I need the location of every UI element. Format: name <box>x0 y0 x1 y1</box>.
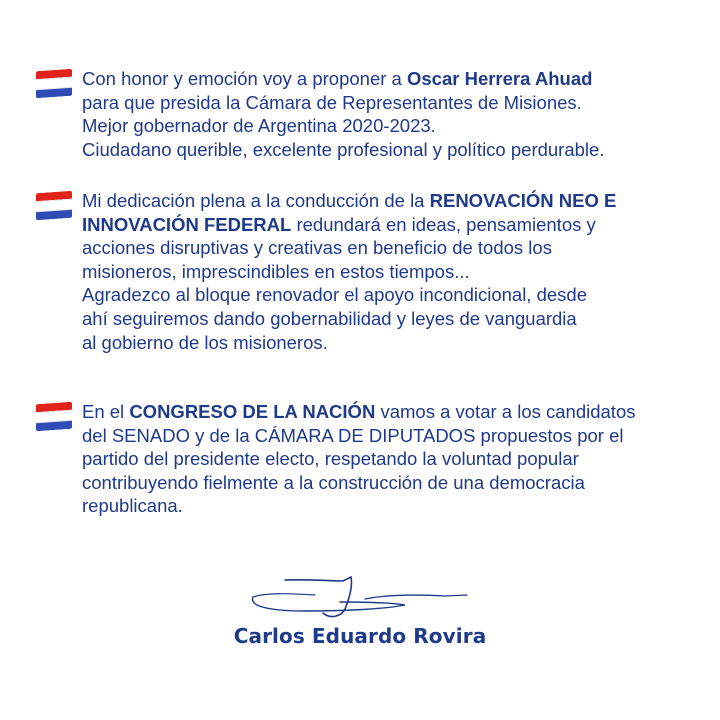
paragraph-text <box>82 67 604 161</box>
text-line: Agradezco al bloque renovador el apoyo incondicional, desde <box>82 284 587 306</box>
text-line: En el CONGRESO DE LA NACIÓN vamos a votar a los candidatos <box>82 401 636 422</box>
paragraph-3 <box>36 400 686 518</box>
text-line: contribuyendo fielmente a la construcción de una democracia <box>82 471 585 493</box>
misiones-flag-icon <box>36 69 72 99</box>
text-line: partido del presidente electo, respetando la voluntad popular <box>82 448 579 470</box>
text-line: Mejor gobernador de Argentina 2020-2023. <box>82 115 436 137</box>
text-line: Con honor y emoción voy a proponer a Oscar Herrera Ahuad <box>82 68 593 89</box>
paragraph-text <box>82 400 635 518</box>
paragraph-1 <box>36 67 686 161</box>
signatory-name: Carlos Eduardo Rovira <box>233 624 487 648</box>
text-line: misioneros, imprescindibles en estos tiempos... <box>82 260 470 282</box>
paragraph-2 <box>36 189 686 354</box>
misiones-flag-icon <box>36 402 72 432</box>
text-line: Ciudadano querible, excelente profesional y político perdurable. <box>82 138 605 160</box>
text-line: al gobierno de los misioneros. <box>82 331 328 353</box>
text-line: para que presida la Cámara de Representantes de Misiones. <box>82 91 582 113</box>
paragraph-text <box>82 189 616 354</box>
text-line: acciones disruptivas y creativas en beneficio de todos los <box>82 237 552 259</box>
handwritten-signature <box>245 575 475 620</box>
text-line: del SENADO y de la CÁMARA DE DIPUTADOS propuestos por el <box>82 424 624 446</box>
text-line: Mi dedicación plena a la conducción de la RENOVACIÓN NEO E <box>82 190 617 211</box>
text-line: ahí seguiremos dando gobernabilidad y leyes de vanguardia <box>82 307 577 329</box>
text-line: republicana. <box>82 495 183 517</box>
misiones-flag-icon <box>36 191 72 221</box>
text-line: INNOVACIÓN FEDERAL redundará en ideas, pensamientos y <box>82 213 596 235</box>
